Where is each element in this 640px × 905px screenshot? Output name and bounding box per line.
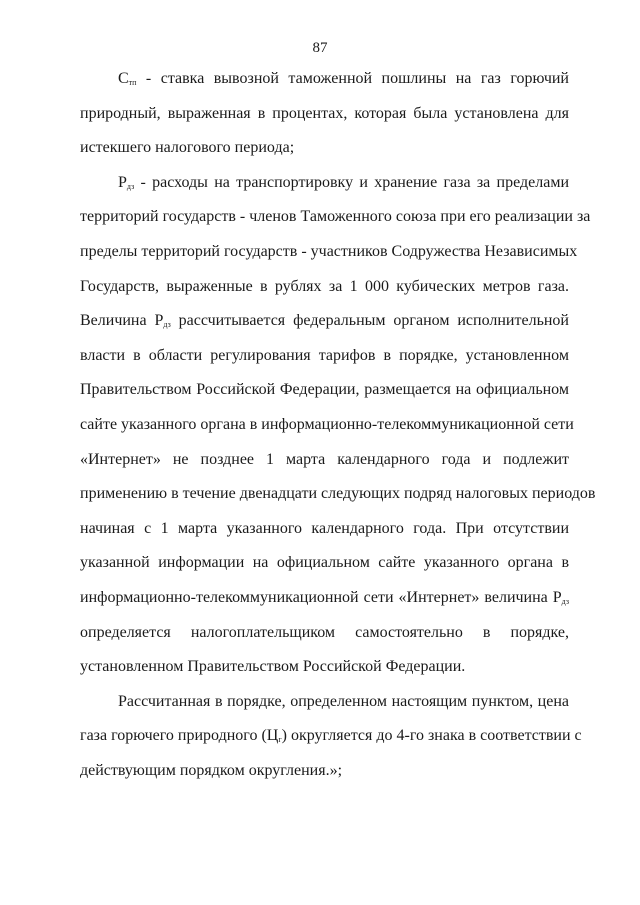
text-line: Государств, выраженные в рублях за 1 000 кубических метров газа. bbox=[80, 277, 569, 295]
paragraph-ctp-definition bbox=[80, 70, 569, 174]
page-number: 87 bbox=[312, 40, 328, 56]
text-line: истекшего налогового периода; bbox=[80, 139, 295, 157]
text-line: применению в течение двенадцати следующих подряд налоговых периодов bbox=[80, 485, 596, 503]
text-line: «Интернет» не позднее 1 марта календарного года и подлежит bbox=[80, 450, 569, 468]
text-line: установленном Правительством Российской Федерации. bbox=[80, 658, 466, 676]
document-body bbox=[80, 70, 596, 796]
text-line: природный, выраженная в процентах, которая была установлена для bbox=[80, 104, 569, 122]
text-line: территорий государств - членов Таможенного союза при его реализации за bbox=[80, 208, 591, 226]
text-line: $Р_{дз}$ - расходы на транспортировку и хранение газа за пределами bbox=[118, 173, 569, 191]
text-line: действующим порядком округления.»; bbox=[80, 761, 343, 779]
text-line: информационно-телекоммуникационной сети «Интернет» величина $Р_{дз}$ bbox=[80, 588, 569, 606]
text-line: Рассчитанная в порядке, определенном настоящим пунктом, цена bbox=[118, 692, 569, 710]
text-line: начиная с 1 марта указанного календарного года. При отсутствии bbox=[80, 519, 569, 537]
text-line: сайте указанного органа в информационно-телекоммуникационной сети bbox=[80, 415, 574, 433]
text-line: Величина $Р_{дз}$ рассчитывается федеральным органом исполнительной bbox=[80, 312, 569, 330]
text-line: пределы территорий государств - участников Содружества Независимых bbox=[80, 242, 578, 260]
text-line: определяется налогоплательщиком самостоятельно в порядке, bbox=[80, 623, 569, 641]
text-line: газа горючего природного $(Ц_г)$ округляется до 4-го знака в соответствии с bbox=[80, 727, 582, 745]
text-line: указанной информации на официальном сайте указанного органа в bbox=[80, 554, 569, 572]
text-line: $С_{тп}$ - ставка вывозной таможенной пошлины на газ горючий bbox=[118, 70, 569, 87]
text-line: Правительством Российской Федерации, размещается на официальном bbox=[80, 381, 569, 399]
paragraph-price-rounding bbox=[80, 692, 582, 797]
text-line: власти в области регулирования тарифов в порядке, установленном bbox=[80, 346, 569, 364]
paragraph-rdz-definition bbox=[80, 173, 596, 693]
